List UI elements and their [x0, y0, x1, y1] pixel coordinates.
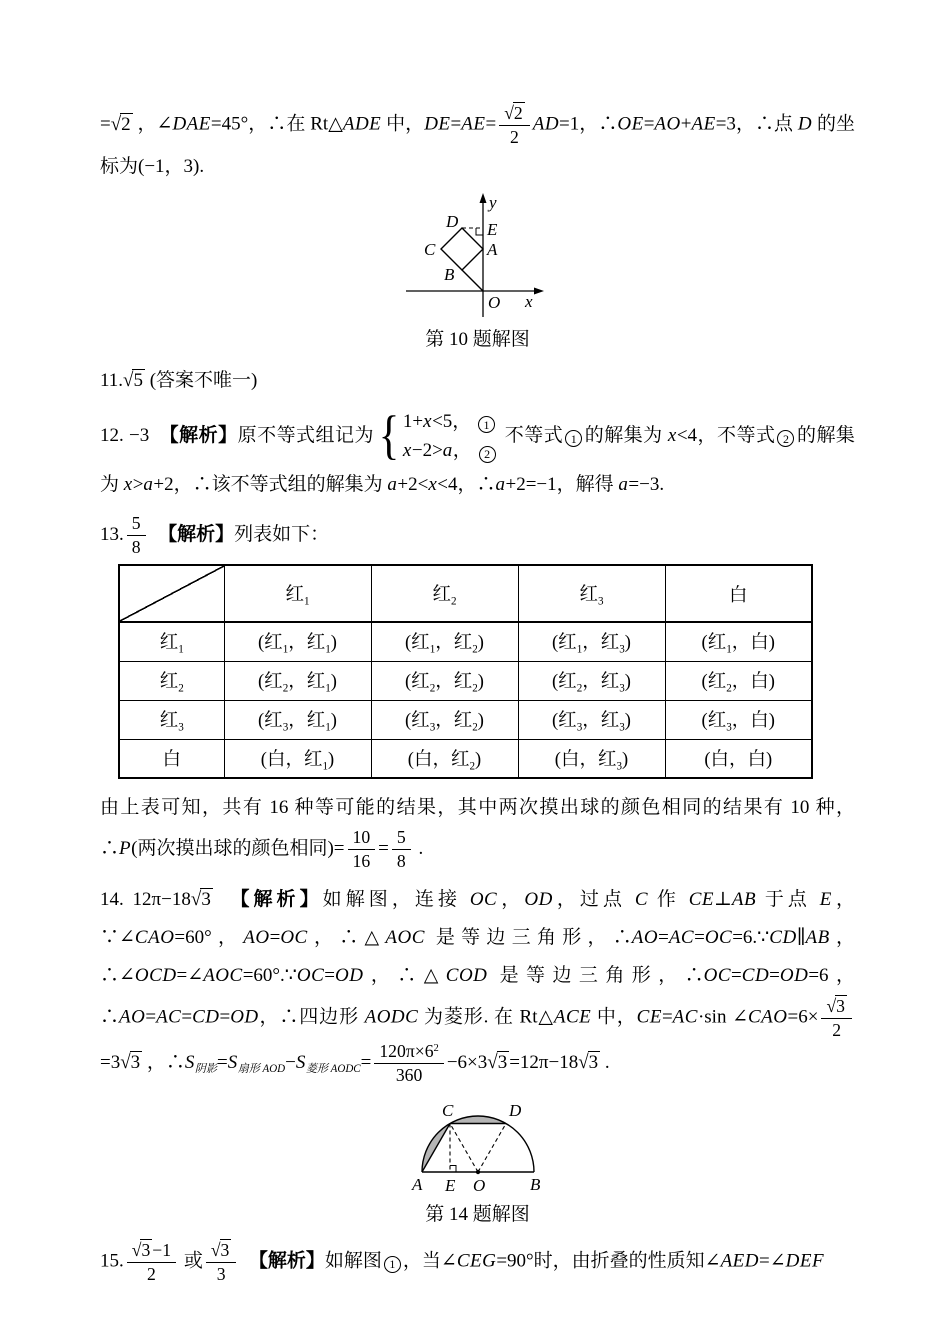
- fraction-denominator: [206, 1263, 237, 1285]
- text-run: 120π×6: [379, 1040, 434, 1061]
- text-run: 中，: [381, 113, 425, 135]
- circled-number: 1: [478, 416, 495, 433]
- table-cell: (红$_2$，白): [665, 661, 812, 700]
- fraction: [348, 827, 376, 872]
- text-run: =: [658, 926, 669, 948]
- sqrt-expression: [132, 1239, 153, 1261]
- table-row-header-cell: 红$_1$: [119, 622, 224, 661]
- text-run: 如解图: [324, 1250, 382, 1272]
- text-run: 3: [216, 1264, 226, 1285]
- text-run: ，∴∠: [100, 926, 855, 986]
- radicand: 2: [121, 113, 131, 135]
- math-variable: x: [428, 473, 438, 495]
- point-label-A: A: [486, 240, 497, 260]
- fraction: [821, 995, 852, 1041]
- text-run: 的解集为: [100, 424, 855, 495]
- text-run: 中，: [591, 1006, 637, 1028]
- figure-10-caption: 第 10 题解图: [425, 329, 530, 351]
- math-variable: S: [295, 1051, 306, 1073]
- fraction: [499, 102, 530, 148]
- chord-ac: [422, 1124, 450, 1173]
- text-run: 或: [179, 1250, 203, 1272]
- text-run: ，∴△: [363, 964, 446, 986]
- text-run: +: [680, 113, 692, 135]
- fraction-numerator: [821, 995, 852, 1019]
- text-run: 作: [648, 888, 689, 910]
- table-cell: (红$_3$，红$_2$): [371, 700, 518, 739]
- right-angle-mark: [450, 1166, 456, 1173]
- point-label-D: D: [508, 1101, 521, 1121]
- math-variable: AD: [532, 113, 560, 135]
- math-variable: ADE: [342, 113, 382, 135]
- text-run: =6×: [787, 1006, 819, 1028]
- table-corner-diagonal-cell: [119, 565, 224, 622]
- text-run: 2: [510, 127, 519, 148]
- point-label-O: O: [472, 1176, 485, 1196]
- text-run: =60°.∵: [242, 964, 297, 986]
- text-run: 16: [352, 851, 371, 872]
- text-run: .: [413, 838, 424, 860]
- text-run: [239, 1250, 258, 1271]
- text-run: =3，∴点: [715, 113, 798, 135]
- subscript: 菱形 AODC: [305, 1062, 361, 1075]
- text-run: 于点: [756, 888, 820, 910]
- text-run: =60°，: [174, 926, 244, 948]
- table-row: [119, 700, 812, 739]
- circled-number: 2: [777, 430, 794, 447]
- table-row-header-cell: 红$_3$: [119, 700, 224, 739]
- subscript: 阴影: [194, 1062, 217, 1075]
- fraction: [392, 827, 411, 872]
- figure-14: [100, 1094, 855, 1229]
- fraction-numerator: [127, 1239, 176, 1263]
- table-cell: (白，红$_1$): [224, 739, 371, 778]
- table-row: [119, 661, 812, 700]
- table-header-cell: 红$_1$: [224, 565, 371, 622]
- radicand: 3: [130, 1051, 141, 1073]
- table-row: [119, 739, 812, 778]
- superscript: 2: [433, 1043, 439, 1055]
- analysis-label: 【解析】: [169, 424, 238, 446]
- text-run: ，过点: [552, 888, 635, 910]
- text-run: ，: [452, 440, 477, 462]
- text-run: ·sin ∠: [697, 1006, 748, 1028]
- math-variable: x: [667, 424, 677, 446]
- sqrt-expression: [504, 102, 525, 124]
- math-variable: COD: [445, 964, 488, 986]
- text-run: =1，∴: [559, 113, 618, 135]
- math-variable: AOC: [203, 964, 243, 986]
- math-variable: a: [387, 473, 398, 495]
- analysis-label: 【解析】: [258, 1250, 325, 1272]
- text-run: 11.: [100, 369, 124, 391]
- math-variable: OC: [280, 926, 308, 948]
- table-cell: (白，红$_3$): [518, 739, 665, 778]
- point-label-E: E: [444, 1176, 455, 1196]
- sqrt-expression: [211, 1239, 232, 1261]
- axis-label-y: y: [488, 193, 497, 213]
- math-variable: OD: [779, 964, 809, 986]
- fraction-denominator: [127, 536, 146, 558]
- math-variable: AOC: [385, 926, 425, 948]
- text-run: <4，不等式: [676, 424, 776, 446]
- text-run: 13.: [100, 523, 124, 545]
- radical-icon: √: [487, 1051, 498, 1074]
- solution-15: [100, 1239, 855, 1285]
- text-run: =: [378, 838, 389, 860]
- fraction-numerator: [374, 1041, 443, 1064]
- text-run: =: [219, 1006, 231, 1028]
- text-run: 如解图，连接: [322, 888, 470, 910]
- point-label-O: O: [487, 293, 500, 313]
- table-row-header-cell: 白: [119, 739, 224, 778]
- sqrt-expression: [487, 1044, 509, 1082]
- text-run: =: [360, 1051, 372, 1073]
- math-variable: a: [143, 473, 154, 495]
- figure-10-drawing: [378, 191, 578, 321]
- text-run: ，∴: [142, 1051, 185, 1073]
- math-variable: D: [797, 113, 813, 135]
- math-variable: OE: [617, 113, 644, 135]
- radicand: 3: [201, 888, 211, 910]
- text-run: 2: [147, 1264, 156, 1285]
- circled-number: 2: [479, 446, 496, 463]
- math-variable: a: [618, 473, 629, 495]
- brace-icon: {: [378, 405, 400, 466]
- sqrt-expression: [111, 106, 133, 145]
- segment-ob: [462, 270, 483, 291]
- table-header-cell: 红$_2$: [371, 565, 518, 622]
- math-variable: CD: [769, 926, 797, 948]
- math-variable: a: [442, 440, 453, 462]
- fraction-denominator: [374, 1064, 443, 1086]
- fraction-numerator: [392, 827, 411, 850]
- text-run: −1: [152, 1239, 172, 1260]
- solution-14: [100, 881, 855, 1087]
- text-run: 12. −3: [100, 424, 170, 446]
- fraction-numerator: [206, 1239, 237, 1263]
- table-cell: (红$_1$，红$_1$): [224, 622, 371, 661]
- math-variable: AO: [119, 1006, 146, 1028]
- radical-icon: √: [210, 1239, 221, 1261]
- text-run: 列表如下：: [234, 523, 330, 545]
- text-run: 360: [395, 1065, 423, 1086]
- text-run: ，: [497, 888, 525, 910]
- text-run: =3: [100, 1051, 121, 1073]
- text-run: ，∴△: [307, 926, 386, 948]
- fraction-denominator: [392, 850, 411, 872]
- text-run: −: [285, 1051, 296, 1073]
- math-variable: AC: [156, 1006, 182, 1028]
- fraction: [127, 513, 146, 558]
- table-cell: (红$_2$，红$_2$): [371, 661, 518, 700]
- text-run: <5，: [432, 410, 477, 432]
- x-axis-arrow-icon: [534, 288, 544, 295]
- sqrt-expression: [578, 1044, 600, 1082]
- math-variable: S: [184, 1051, 195, 1073]
- text-run: 由上表可知，共有 16 种等可能的结果，其中两次摸出球的颜色相同的结果有 10 种，∴: [100, 797, 855, 860]
- text-run: (两次摸出球的颜色相同)=: [131, 838, 345, 860]
- math-variable: OC: [296, 964, 325, 986]
- text-run: 1+: [402, 410, 424, 432]
- circled-number: 1: [384, 1256, 401, 1273]
- radicand: 5: [133, 369, 143, 391]
- radical-icon: √: [110, 113, 122, 135]
- table-header-cell: 红$_3$: [518, 565, 665, 622]
- figure-10: [100, 191, 855, 354]
- text-run: 15.: [100, 1250, 124, 1272]
- point-label-A: A: [411, 1175, 422, 1195]
- analysis-label: 【解析】: [167, 523, 235, 545]
- solution-11: [100, 362, 855, 401]
- math-variable: ACE: [553, 1006, 592, 1028]
- radical-icon: √: [826, 995, 837, 1016]
- text-run: +2<: [397, 473, 429, 495]
- math-variable: CD: [192, 1006, 220, 1028]
- center-point-O: [475, 1170, 479, 1174]
- text-run: 的坐标为(−1，3).: [100, 113, 855, 178]
- text-run: +2，∴该不等式组的解集为: [153, 473, 388, 495]
- table-row: [119, 622, 812, 661]
- radical-icon: √: [131, 1239, 142, 1261]
- table-cell: (红$_1$，红$_3$): [518, 622, 665, 661]
- math-variable: CEG: [456, 1250, 497, 1272]
- fraction-numerator: [127, 513, 146, 536]
- text-run: =: [145, 1006, 157, 1028]
- table-cell: (白，红$_2$): [371, 739, 518, 778]
- fraction-numerator: [348, 827, 376, 850]
- math-variable: AC: [672, 1006, 698, 1028]
- table-cell: (红$_1$，白): [665, 622, 812, 661]
- math-variable: OC: [703, 964, 732, 986]
- solution-12: [100, 407, 855, 505]
- radicand: 3: [588, 1051, 599, 1073]
- point-label-E: E: [486, 220, 497, 240]
- text-run: 是等边三角形，∴: [487, 964, 704, 986]
- text-run: =∠: [176, 964, 204, 986]
- point-label-C: C: [423, 240, 435, 260]
- fraction: [206, 1239, 237, 1285]
- square-abcd: [441, 228, 483, 270]
- y-axis-arrow-icon: [479, 193, 486, 203]
- text-run: 原不等式组记为: [237, 424, 374, 446]
- text-run: =: [100, 113, 111, 135]
- math-variable: AO: [243, 926, 270, 948]
- text-run: 不等式: [499, 424, 564, 446]
- fraction-denominator: [127, 1263, 176, 1285]
- table-cell: (红$_3$，白): [665, 700, 812, 739]
- fraction: [127, 1239, 176, 1285]
- fraction-denominator: [821, 1019, 852, 1041]
- text-run: −2>: [411, 440, 443, 462]
- radical-icon: √: [190, 888, 202, 910]
- system-row: [403, 436, 498, 465]
- text-run: ，∴四边形: [258, 1006, 365, 1028]
- radical-icon: √: [578, 1051, 589, 1074]
- math-variable: AB: [731, 888, 757, 910]
- text-run: =90°时，由折叠的性质知∠: [496, 1250, 721, 1272]
- text-run: =: [485, 113, 497, 135]
- math-variable: OC: [704, 926, 733, 948]
- math-variable: x: [423, 410, 433, 432]
- radicand: 3: [220, 1239, 230, 1260]
- math-variable: a: [495, 473, 506, 495]
- radicand: 3: [141, 1239, 151, 1260]
- text-run: 5: [131, 512, 141, 533]
- math-variable: DE: [424, 113, 451, 135]
- text-run: (答案不唯一): [144, 369, 258, 391]
- fraction: [374, 1041, 443, 1086]
- point-label-B: B: [529, 1175, 540, 1195]
- text-run: 14. 12π−18: [100, 888, 191, 910]
- system-rows: [403, 407, 498, 466]
- text-run: =∠: [759, 1250, 786, 1272]
- math-variable: x: [402, 440, 412, 462]
- math-variable: CE: [688, 888, 714, 910]
- text-run: 是等边三角形，∴: [424, 926, 632, 948]
- text-run: −6×3: [446, 1051, 488, 1073]
- table-cell: (红$_3$，红$_3$): [518, 700, 665, 739]
- text-run: 的解集为: [584, 424, 668, 446]
- math-variable: AB: [805, 926, 830, 948]
- radicand: 2: [513, 103, 523, 123]
- text-run: =6，∴: [100, 964, 855, 1028]
- radical-icon: √: [123, 369, 134, 392]
- text-run: ，∵∠: [100, 888, 855, 948]
- math-variable: CAO: [748, 1006, 788, 1028]
- text-run: =: [661, 1006, 673, 1028]
- figure-14-caption: 第 14 题解图: [425, 1204, 530, 1226]
- solution-13-conclusion: [100, 789, 855, 872]
- math-variable: DAE: [172, 113, 211, 135]
- text-run: =45°，∴在 Rt△: [210, 113, 343, 135]
- math-variable: CE: [636, 1006, 662, 1028]
- radical-icon: √: [120, 1051, 131, 1074]
- subscript: 扇形 AOD: [237, 1062, 286, 1075]
- table-cell: (红$_2$，红$_1$): [224, 661, 371, 700]
- right-angle-mark: [476, 228, 483, 235]
- circled-number: 1: [565, 430, 582, 447]
- math-variable: OD: [334, 964, 364, 986]
- math-variable: P: [119, 838, 132, 860]
- text-run: >: [132, 473, 144, 495]
- dashed-od: [478, 1124, 506, 1173]
- figure-14-drawing: [363, 1094, 593, 1196]
- text-run: =: [181, 1006, 193, 1028]
- analysis-label: 【解析】: [239, 888, 323, 910]
- sqrt-expression: [120, 1044, 142, 1082]
- table-header-row: [119, 565, 812, 622]
- sqrt-expression: [123, 362, 145, 401]
- text-run: 8: [396, 851, 406, 872]
- text-run: [149, 524, 168, 545]
- text-run: <4，∴: [437, 473, 496, 495]
- point-label-C: C: [441, 1101, 453, 1121]
- text-run: =12π−18: [509, 1051, 579, 1073]
- dashed-oc: [450, 1124, 478, 1173]
- sqrt-expression: [191, 881, 213, 919]
- text-run: ，当∠: [402, 1250, 457, 1272]
- table-cell: (白，白): [665, 739, 812, 778]
- math-variable: E: [819, 888, 832, 910]
- math-variable: AC: [668, 926, 695, 948]
- text-run: =: [769, 964, 780, 986]
- math-variable: AE: [461, 113, 486, 135]
- math-variable: AE: [691, 113, 716, 135]
- text-run: =: [731, 964, 742, 986]
- text-run: 2: [832, 1019, 842, 1040]
- radicand: 3: [836, 995, 845, 1016]
- table-header-cell: 白: [665, 565, 812, 622]
- fraction-denominator: [499, 126, 530, 148]
- text-run: +2=−1，解得: [505, 473, 619, 495]
- text-run: =: [269, 926, 281, 948]
- solution-10-continuation: [100, 102, 855, 187]
- solution-13-intro: [100, 513, 855, 558]
- math-variable: S: [227, 1051, 238, 1073]
- inequality-system: [376, 407, 498, 466]
- math-variable: DEF: [785, 1250, 825, 1272]
- fraction-denominator: [348, 850, 376, 872]
- text-run: 10: [352, 827, 371, 848]
- text-run: ⊥: [713, 888, 732, 910]
- math-variable: AO: [654, 113, 681, 135]
- radical-icon: √: [504, 102, 514, 124]
- text-run: ∥: [796, 926, 806, 948]
- text-run: =6.∵: [732, 926, 770, 948]
- text-run: =: [216, 1051, 228, 1073]
- text-run: =: [694, 926, 705, 948]
- math-variable: C: [634, 888, 649, 910]
- math-variable: OD: [230, 1006, 259, 1028]
- axis-label-x: x: [524, 292, 533, 312]
- fraction-numerator: [499, 102, 530, 126]
- text-run: =: [324, 964, 335, 986]
- point-label-B: B: [443, 265, 454, 285]
- text-run: 为菱形. 在 Rt△: [418, 1006, 554, 1028]
- table-row-header-cell: 红$_2$: [119, 661, 224, 700]
- math-variable: CD: [741, 964, 770, 986]
- text-run: =−3.: [628, 473, 665, 495]
- math-variable: OCD: [134, 964, 177, 986]
- math-variable: AED: [720, 1250, 760, 1272]
- system-row: [403, 407, 498, 436]
- math-variable: OD: [524, 888, 553, 910]
- text-run: [213, 889, 240, 910]
- math-variable: AO: [631, 926, 659, 948]
- text-run: =: [450, 113, 462, 135]
- math-variable: OC: [469, 888, 498, 910]
- table-cell: (红$_2$，红$_3$): [518, 661, 665, 700]
- math-variable: CAO: [134, 926, 175, 948]
- point-label-D: D: [445, 212, 458, 232]
- sqrt-expression: [826, 995, 847, 1017]
- text-run: =: [643, 113, 655, 135]
- math-variable: x: [123, 473, 133, 495]
- table-cell: (红$_3$，红$_1$): [224, 700, 371, 739]
- text-run: .: [600, 1051, 610, 1073]
- table-cell: (红$_1$，红$_2$): [371, 622, 518, 661]
- text-run: ，∠: [132, 113, 173, 135]
- text-run: 5: [396, 827, 406, 848]
- text-run: 8: [131, 536, 141, 557]
- math-variable: AODC: [364, 1006, 419, 1028]
- radicand: 3: [497, 1051, 508, 1073]
- outcomes-table: [118, 564, 813, 779]
